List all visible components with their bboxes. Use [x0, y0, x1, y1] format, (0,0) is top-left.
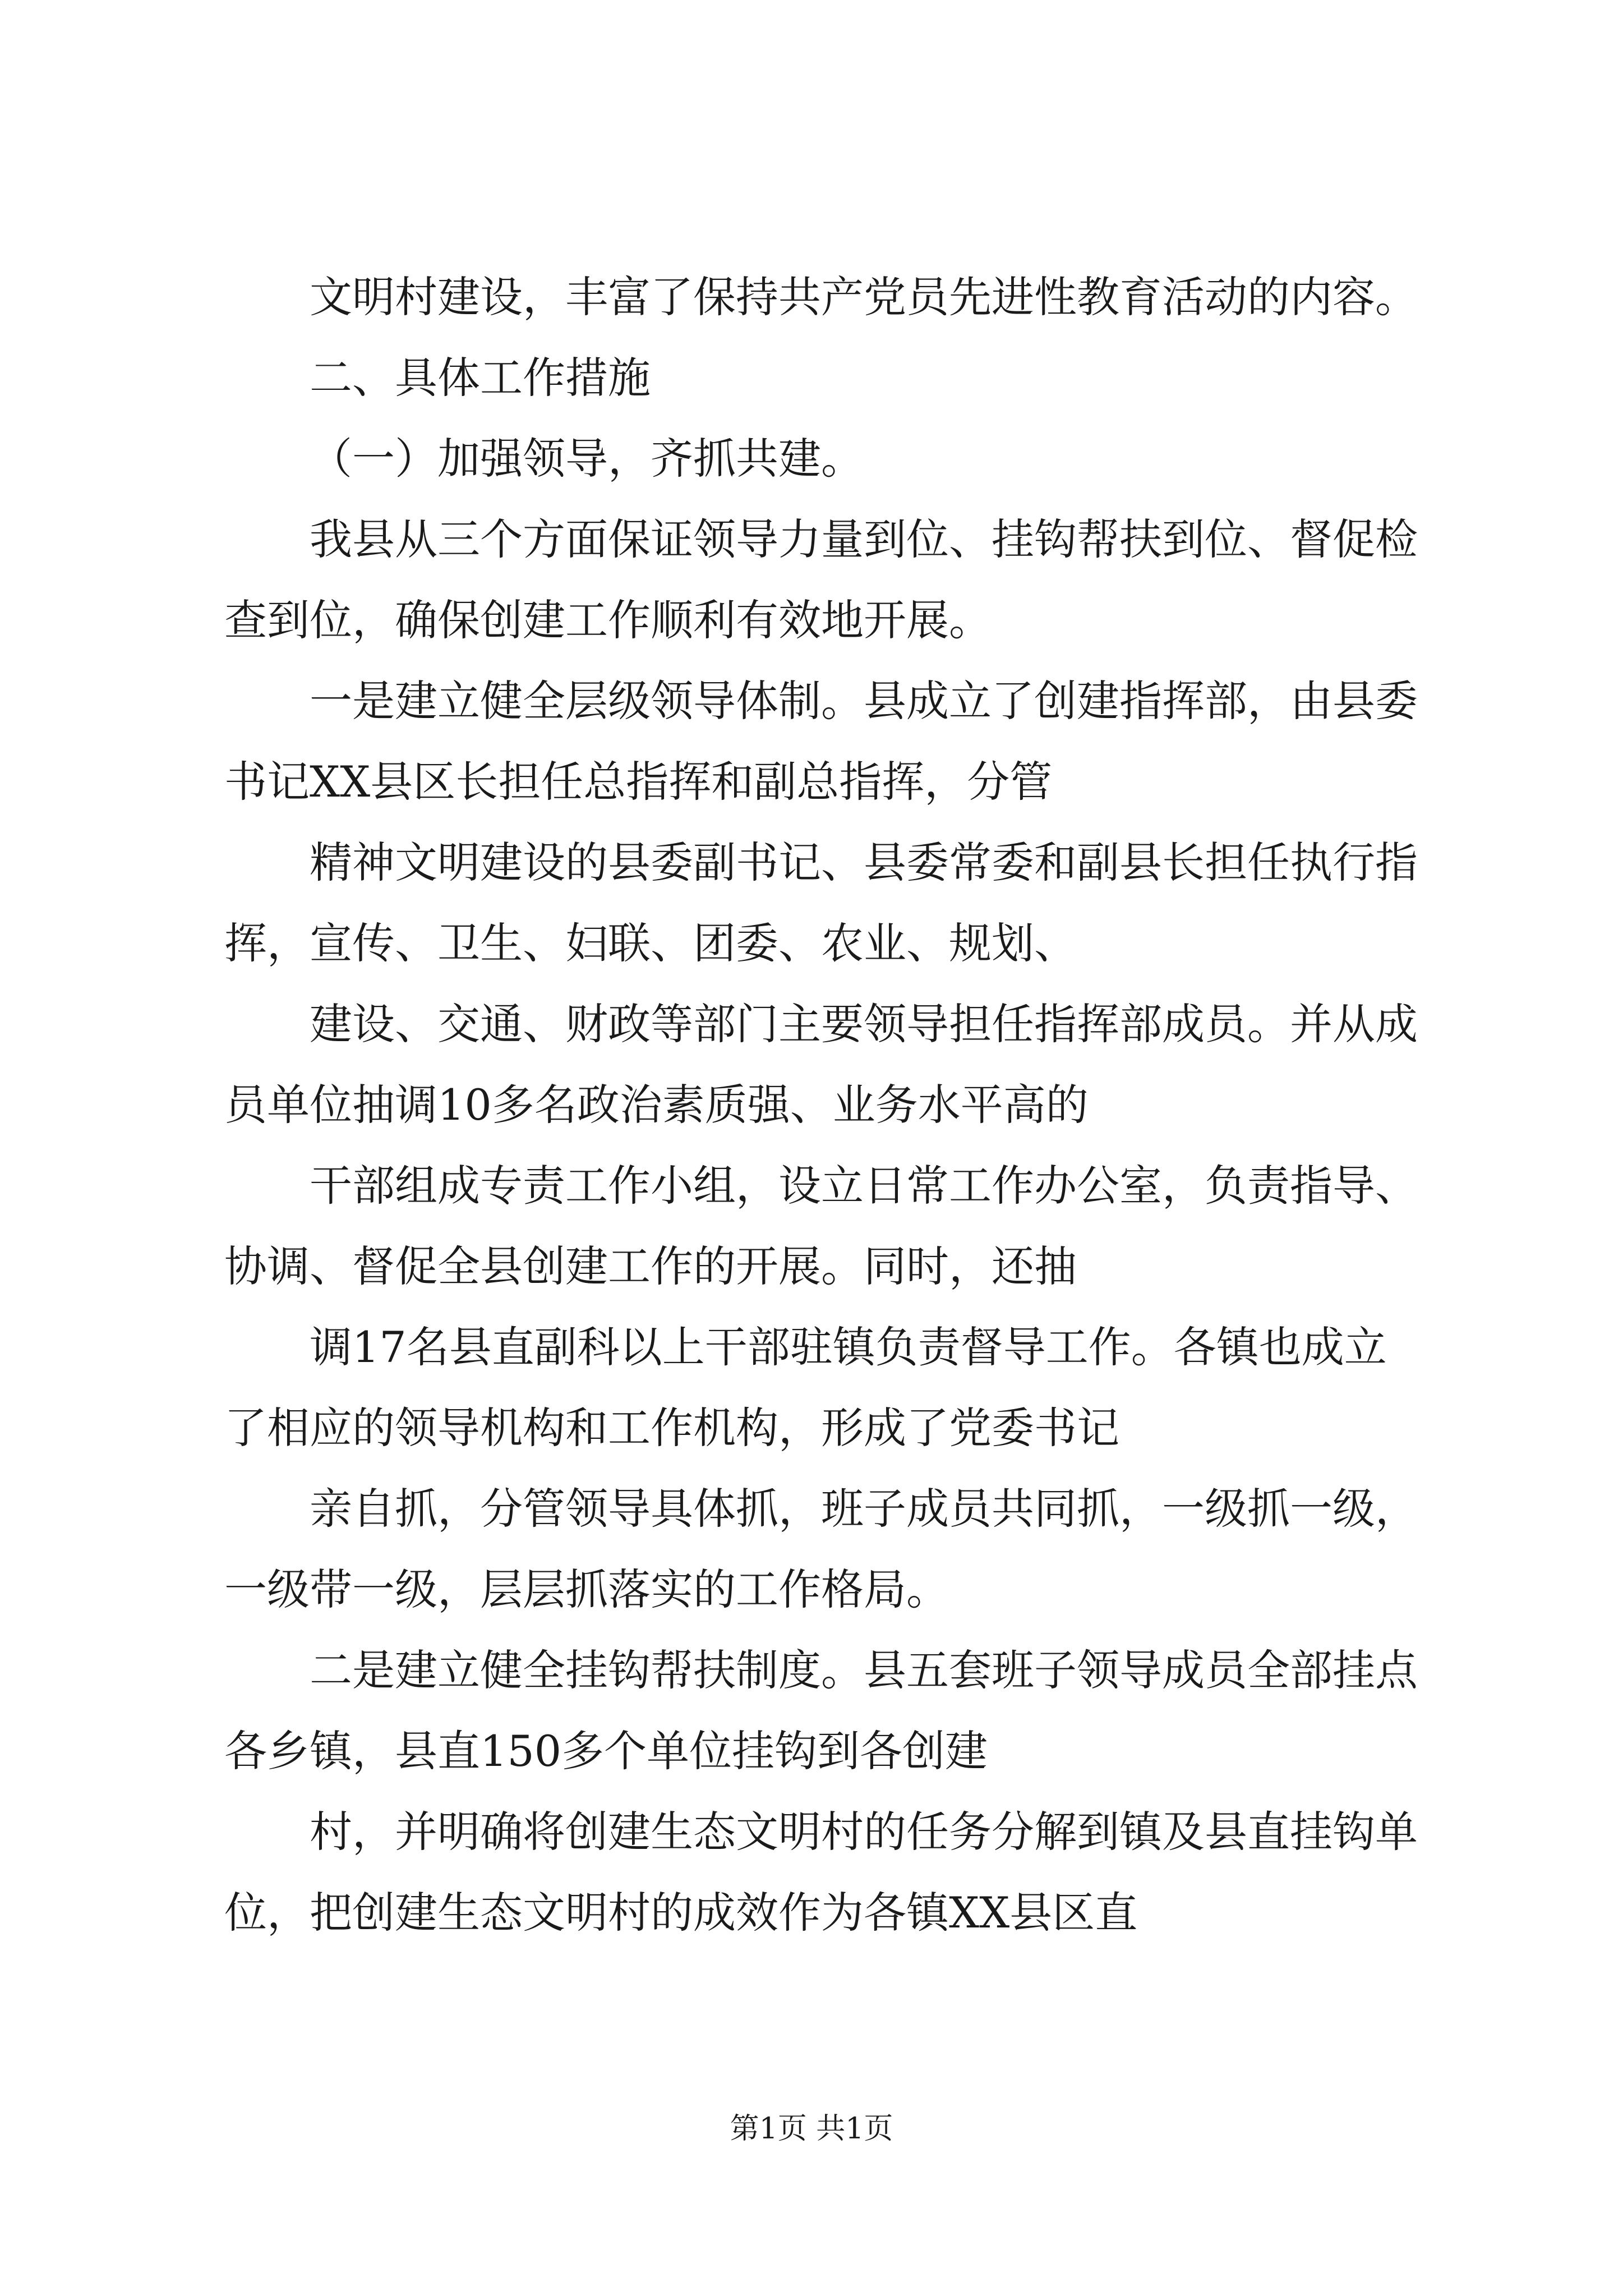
text-line: 精神文明建设的县委副书记、县委常委和副县长担任执行指 — [310, 838, 1418, 887]
text-line: 一是建立健全层级领导体制。县成立了创建指挥部，由县委 — [310, 676, 1418, 726]
subsection-heading: （一）加强领导，齐抓共建。 — [310, 434, 864, 484]
text-line: 协调、督促全县创建工作的开展。同时，还抽 — [224, 1241, 1077, 1291]
text-line: 了相应的领导机构和工作机构，形成了党委书记 — [224, 1403, 1119, 1453]
text-line: 书记XX县区长担任总指挥和副总指挥，分管 — [224, 757, 1053, 807]
text-line: 位，把创建生态文明村的成效作为各镇XX县区直 — [224, 1888, 1138, 1938]
text-line: 村，并明确将创建生态文明村的任务分解到镇及县直挂钩单 — [310, 1807, 1418, 1857]
text-line: 各乡镇，县直150多个单位挂钩到各创建 — [224, 1726, 988, 1776]
document-body — [224, 257, 1436, 1953]
text-line: 干部组成专责工作小组，设立日常工作办公室，负责指导、 — [310, 1161, 1418, 1211]
text-line: 调17名县直副科以上干部驻镇负责督导工作。各镇也成立 — [310, 1322, 1387, 1372]
text-line: 文明村建设，丰富了保持共产党员先进性教育活动的内容。 — [310, 272, 1418, 322]
text-line: 查到位，确保创建工作顺利有效地开展。 — [224, 595, 992, 645]
text-line: 建设、交通、财政等部门主要领导担任指挥部成员。并从成 — [310, 999, 1418, 1049]
text-line: 亲自抓，分管领导具体抓，班子成员共同抓，一级抓一级， — [310, 1484, 1418, 1534]
page-number-label: 第1页 共1页 — [730, 2112, 893, 2146]
text-line: 二是建立健全挂钩帮扶制度。县五套班子领导成员全部挂点 — [310, 1645, 1418, 1695]
text-line: 挥，宣传、卫生、妇联、团委、农业、规划、 — [224, 918, 1077, 968]
page-footer — [0, 2109, 1623, 2148]
text-line: 我县从三个方面保证领导力量到位、挂钩帮扶到位、督促检 — [310, 514, 1418, 564]
section-heading: 二、具体工作措施 — [310, 353, 651, 403]
text-line: 员单位抽调10多名政治素质强、业务水平高的 — [224, 1080, 1089, 1130]
text-line: 一级带一级，层层抓落实的工作格局。 — [224, 1565, 949, 1614]
